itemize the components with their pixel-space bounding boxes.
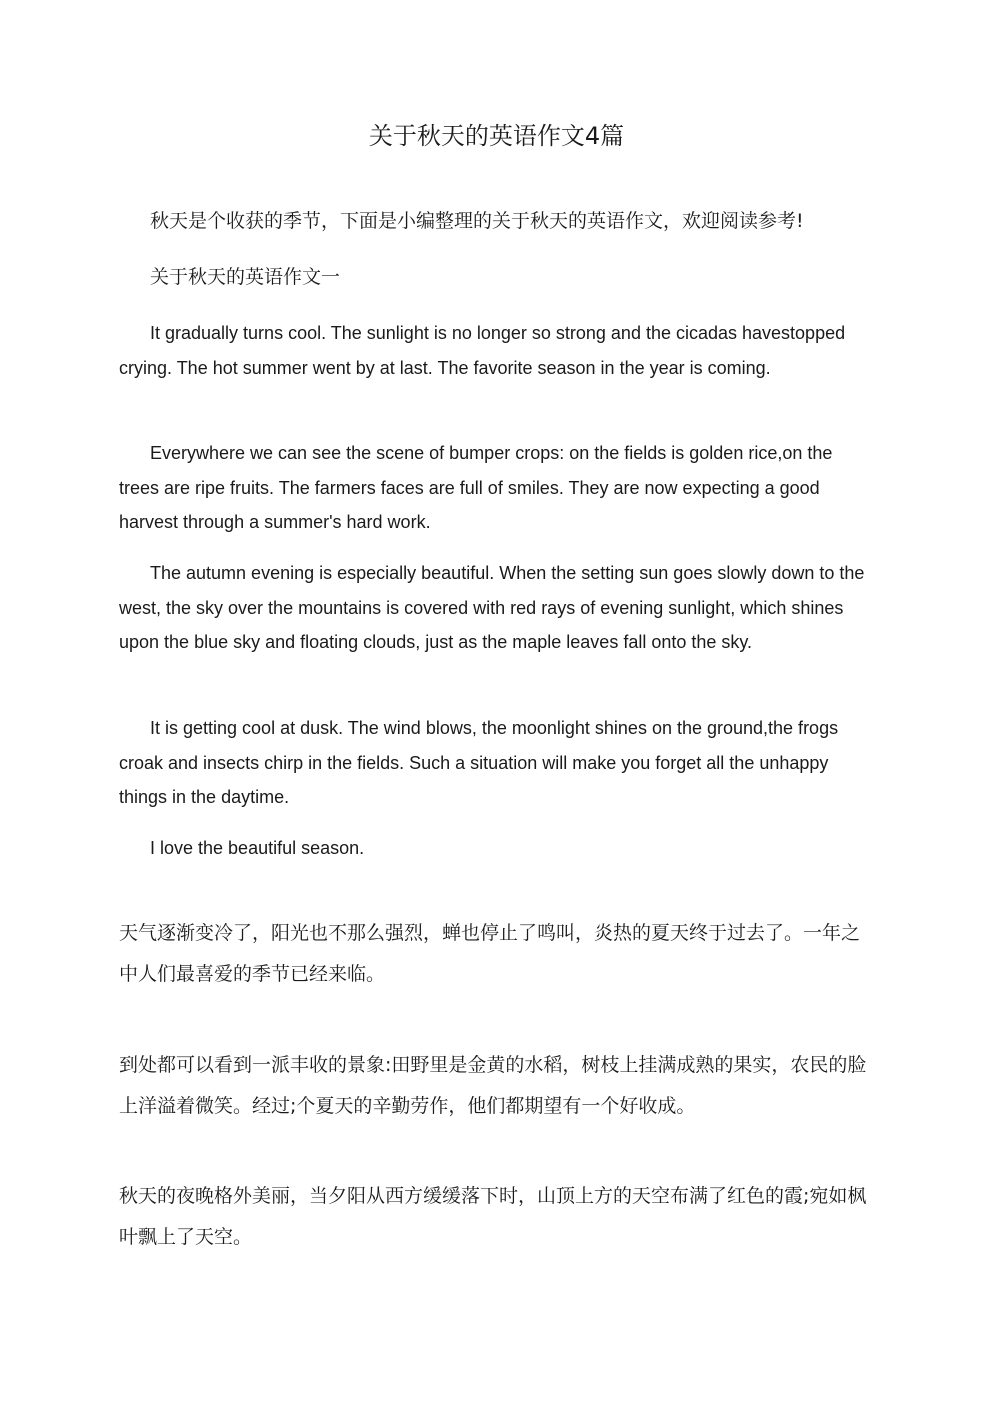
chinese-paragraph: 到处都可以看到一派丰收的景象:田野里是金黄的水稻，树枝上挂满成熟的果实，农民的脸上洋溢着微笑。经过;个夏天的辛勤劳作，他们都期望有一个好收成。 <box>119 1054 867 1117</box>
intro-paragraph: 秋天是个收获的季节，下面是小编整理的关于秋天的英语作文，欢迎阅读参考! <box>150 210 804 232</box>
english-paragraph: The autumn evening is especially beautiful. When the setting sun goes slowly down to the west, the sky over the mountains is covered with red rays of evening sunlight, which shines upon the blue sky and floating clouds, just as the maple leaves fall onto the sky. <box>119 563 865 653</box>
chinese-paragraph: 秋天的夜晚格外美丽，当夕阳从西方缓缓落下时，山顶上方的天空布满了红色的霞;宛如枫叶飘上了天空。 <box>119 1185 867 1248</box>
chinese-paragraph: 天气逐渐变冷了，阳光也不那么强烈，蝉也停止了鸣叫，炎热的夏天终于过去了。一年之中人们最喜爱的季节已经来临。 <box>119 922 861 985</box>
english-paragraph: It gradually turns cool. The sunlight is no longer so strong and the cicadas havestopped crying. The hot summer went by at last. The favorite season in the year is coming. <box>119 323 846 378</box>
document-title: 关于秋天的英语作文4篇 <box>368 122 625 150</box>
english-paragraph: It is getting cool at dusk. The wind blows, the moonlight shines on the ground,the frogs croak and insects chirp in the fields. Such a situation will make you forget all the unhappy things in the daytime. <box>119 718 839 808</box>
english-paragraph: I love the beautiful season. <box>150 838 365 858</box>
english-paragraph: Everywhere we can see the scene of bumper crops: on the fields is golden rice,on the trees are ripe fruits. The farmers faces are full of smiles. They are now expecting a good harvest through a summer's hard work. <box>119 443 833 533</box>
section-heading: 关于秋天的英语作文一 <box>150 266 341 288</box>
